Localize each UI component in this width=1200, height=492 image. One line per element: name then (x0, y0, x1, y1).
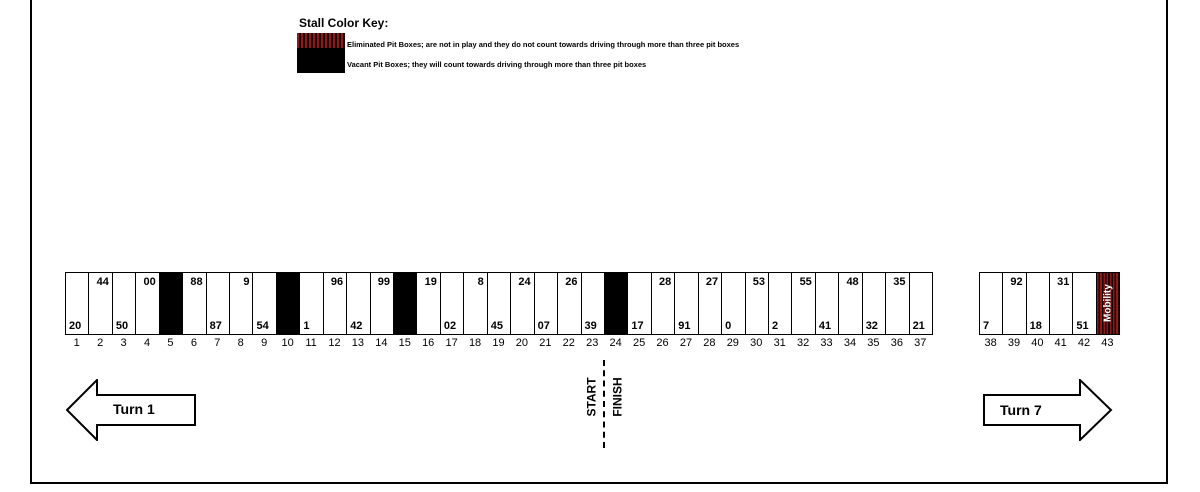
legend-title: Stall Color Key: (299, 16, 389, 30)
pit-stall (135, 272, 159, 335)
stall-car-number: 48 (846, 276, 859, 288)
pit-number: 15 (398, 337, 411, 349)
pit-number: 42 (1077, 337, 1091, 349)
pit-number: 28 (703, 337, 716, 349)
stall-car-number: 20 (69, 320, 82, 332)
stall-car-number: 26 (565, 276, 578, 288)
stall-car-number: 27 (705, 276, 719, 288)
pit-number: 16 (422, 337, 435, 349)
pit-number: 39 (1007, 337, 1021, 349)
pit-number: 6 (190, 337, 197, 349)
pit-stall (487, 272, 511, 335)
pit-stall (581, 272, 605, 335)
pit-stall (65, 272, 89, 335)
pit-number: 19 (492, 337, 505, 349)
pit-number: 23 (586, 337, 599, 349)
stall-car-number: 41 (818, 320, 832, 332)
stall-car-number: 91 (678, 320, 691, 332)
pit-number: 37 (914, 337, 927, 349)
pit-number: 26 (656, 337, 669, 349)
pit-stall (1072, 272, 1096, 335)
pit-number: 41 (1054, 337, 1067, 349)
turn-1-label: Turn 1 (113, 401, 155, 417)
stall-car-number: 96 (330, 276, 344, 288)
pit-stall (1096, 272, 1120, 335)
pit-number: 7 (214, 337, 221, 349)
pit-stall (698, 272, 722, 335)
pit-stall (510, 272, 534, 335)
pit-stall (979, 272, 1003, 335)
start-label: START (584, 377, 599, 417)
pit-number: 33 (820, 337, 833, 349)
pit-stall (182, 272, 206, 335)
stall-car-number: 55 (799, 276, 812, 288)
pit-stall (323, 272, 347, 335)
pit-stall (838, 272, 862, 335)
pit-number: 5 (167, 337, 174, 349)
stall-car-number: 88 (190, 276, 203, 288)
pit-stall (346, 272, 370, 335)
pit-stall (534, 272, 558, 335)
pit-number: 9 (261, 337, 268, 349)
stall-car-number: 00 (143, 276, 156, 288)
stall-car-number: 92 (1010, 276, 1023, 288)
pit-stall (276, 272, 300, 335)
pit-number: 30 (750, 337, 763, 349)
stall-car-number: 42 (350, 320, 363, 332)
pit-stall (299, 272, 323, 335)
pit-number: 4 (143, 337, 151, 349)
pit-number: 29 (726, 337, 739, 349)
legend-swatch-vacant (297, 48, 345, 73)
stall-mobility-label: Mobility (1102, 284, 1114, 323)
pit-stall (159, 272, 183, 335)
stall-car-number: 0 (725, 320, 732, 332)
stall-car-number: 54 (256, 320, 269, 332)
pit-number: 11 (305, 337, 317, 349)
stall-car-number: 99 (377, 276, 391, 288)
pit-number: 24 (609, 337, 622, 349)
stall-car-number: 07 (537, 320, 550, 332)
stall-car-number: 8 (477, 276, 484, 288)
pit-number: 40 (1031, 337, 1044, 349)
pit-stall (651, 272, 675, 335)
pit-stall (768, 272, 792, 335)
pit-stall (815, 272, 839, 335)
stall-car-number: 7 (983, 320, 990, 332)
pit-number: 35 (867, 337, 880, 349)
pit-stall (206, 272, 230, 335)
pit-stall (1026, 272, 1050, 335)
stall-car-number: 31 (1057, 276, 1070, 288)
pit-number: 12 (328, 337, 341, 349)
pit-stall (416, 272, 440, 335)
pit-stall (745, 272, 769, 335)
pit-number: 1 (73, 337, 80, 349)
pit-stall (252, 272, 276, 335)
pit-stall (463, 272, 487, 335)
pit-number: 38 (984, 337, 997, 349)
pit-number: 34 (843, 337, 857, 349)
start-finish-line (603, 360, 605, 448)
pit-number: 3 (120, 337, 127, 349)
stall-car-number: 39 (584, 320, 597, 332)
pit-stall (627, 272, 651, 335)
finish-label: FINISH (610, 377, 625, 417)
pit-number: 2 (97, 337, 104, 349)
pit-number: 43 (1101, 337, 1114, 349)
stall-car-number: 32 (865, 320, 878, 332)
pit-stall (1049, 272, 1073, 335)
stall-car-number: 21 (912, 320, 925, 332)
stall-car-number: 53 (752, 276, 765, 288)
pit-stall (112, 272, 136, 335)
stall-car-number: 45 (490, 320, 504, 332)
pit-stall (557, 272, 581, 335)
pit-number: 22 (562, 337, 575, 349)
stall-car-number: 17 (631, 320, 644, 332)
pit-stall (721, 272, 745, 335)
stall-car-number: 1 (303, 320, 310, 332)
stall-car-number: 35 (893, 276, 906, 288)
stall-car-number: 50 (115, 320, 129, 332)
legend-label-vacant: Vacant Pit Boxes; they will count towards driving through more than three pit boxes (347, 60, 647, 69)
stall-car-number: 24 (518, 276, 531, 288)
stall-car-number: 28 (658, 276, 672, 288)
pit-stall (909, 272, 933, 335)
pit-number: 31 (773, 337, 786, 349)
pit-stall (440, 272, 464, 335)
pit-number: 10 (281, 337, 294, 349)
pit-stall (604, 272, 628, 335)
pit-number: 14 (375, 337, 388, 349)
pit-stall (862, 272, 886, 335)
pit-stall (1002, 272, 1026, 335)
turn-7-label: Turn 7 (1000, 402, 1042, 418)
stall-car-number: 87 (209, 320, 222, 332)
pit-number: 13 (351, 337, 365, 349)
pit-number: 18 (468, 337, 482, 349)
pit-number: 36 (890, 337, 903, 349)
pit-stall (370, 272, 394, 335)
stall-car-number: 02 (443, 320, 457, 332)
pit-number: 25 (632, 337, 646, 349)
pit-stall (791, 272, 815, 335)
legend-label-eliminated: Eliminated Pit Boxes; are not in play and they do not count towards driving through more than three pit boxes (347, 40, 740, 49)
pit-stall (88, 272, 112, 335)
pit-number: 21 (539, 337, 552, 349)
pit-number: 27 (679, 337, 693, 349)
stall-car-number: 9 (243, 276, 250, 288)
stall-car-number: 44 (96, 276, 109, 288)
pit-number: 20 (515, 337, 529, 349)
stall-car-number: 18 (1029, 320, 1042, 332)
pit-stall (674, 272, 698, 335)
pit-number: 32 (796, 337, 810, 349)
pit-stall (393, 272, 417, 335)
pit-stall (885, 272, 909, 335)
pit-number: 17 (445, 337, 458, 349)
stall-car-number: 19 (424, 276, 437, 288)
stall-car-number: 2 (771, 320, 779, 332)
pit-stall (229, 272, 253, 335)
pit-number: 8 (237, 337, 244, 349)
stall-car-number: 51 (1076, 320, 1089, 332)
